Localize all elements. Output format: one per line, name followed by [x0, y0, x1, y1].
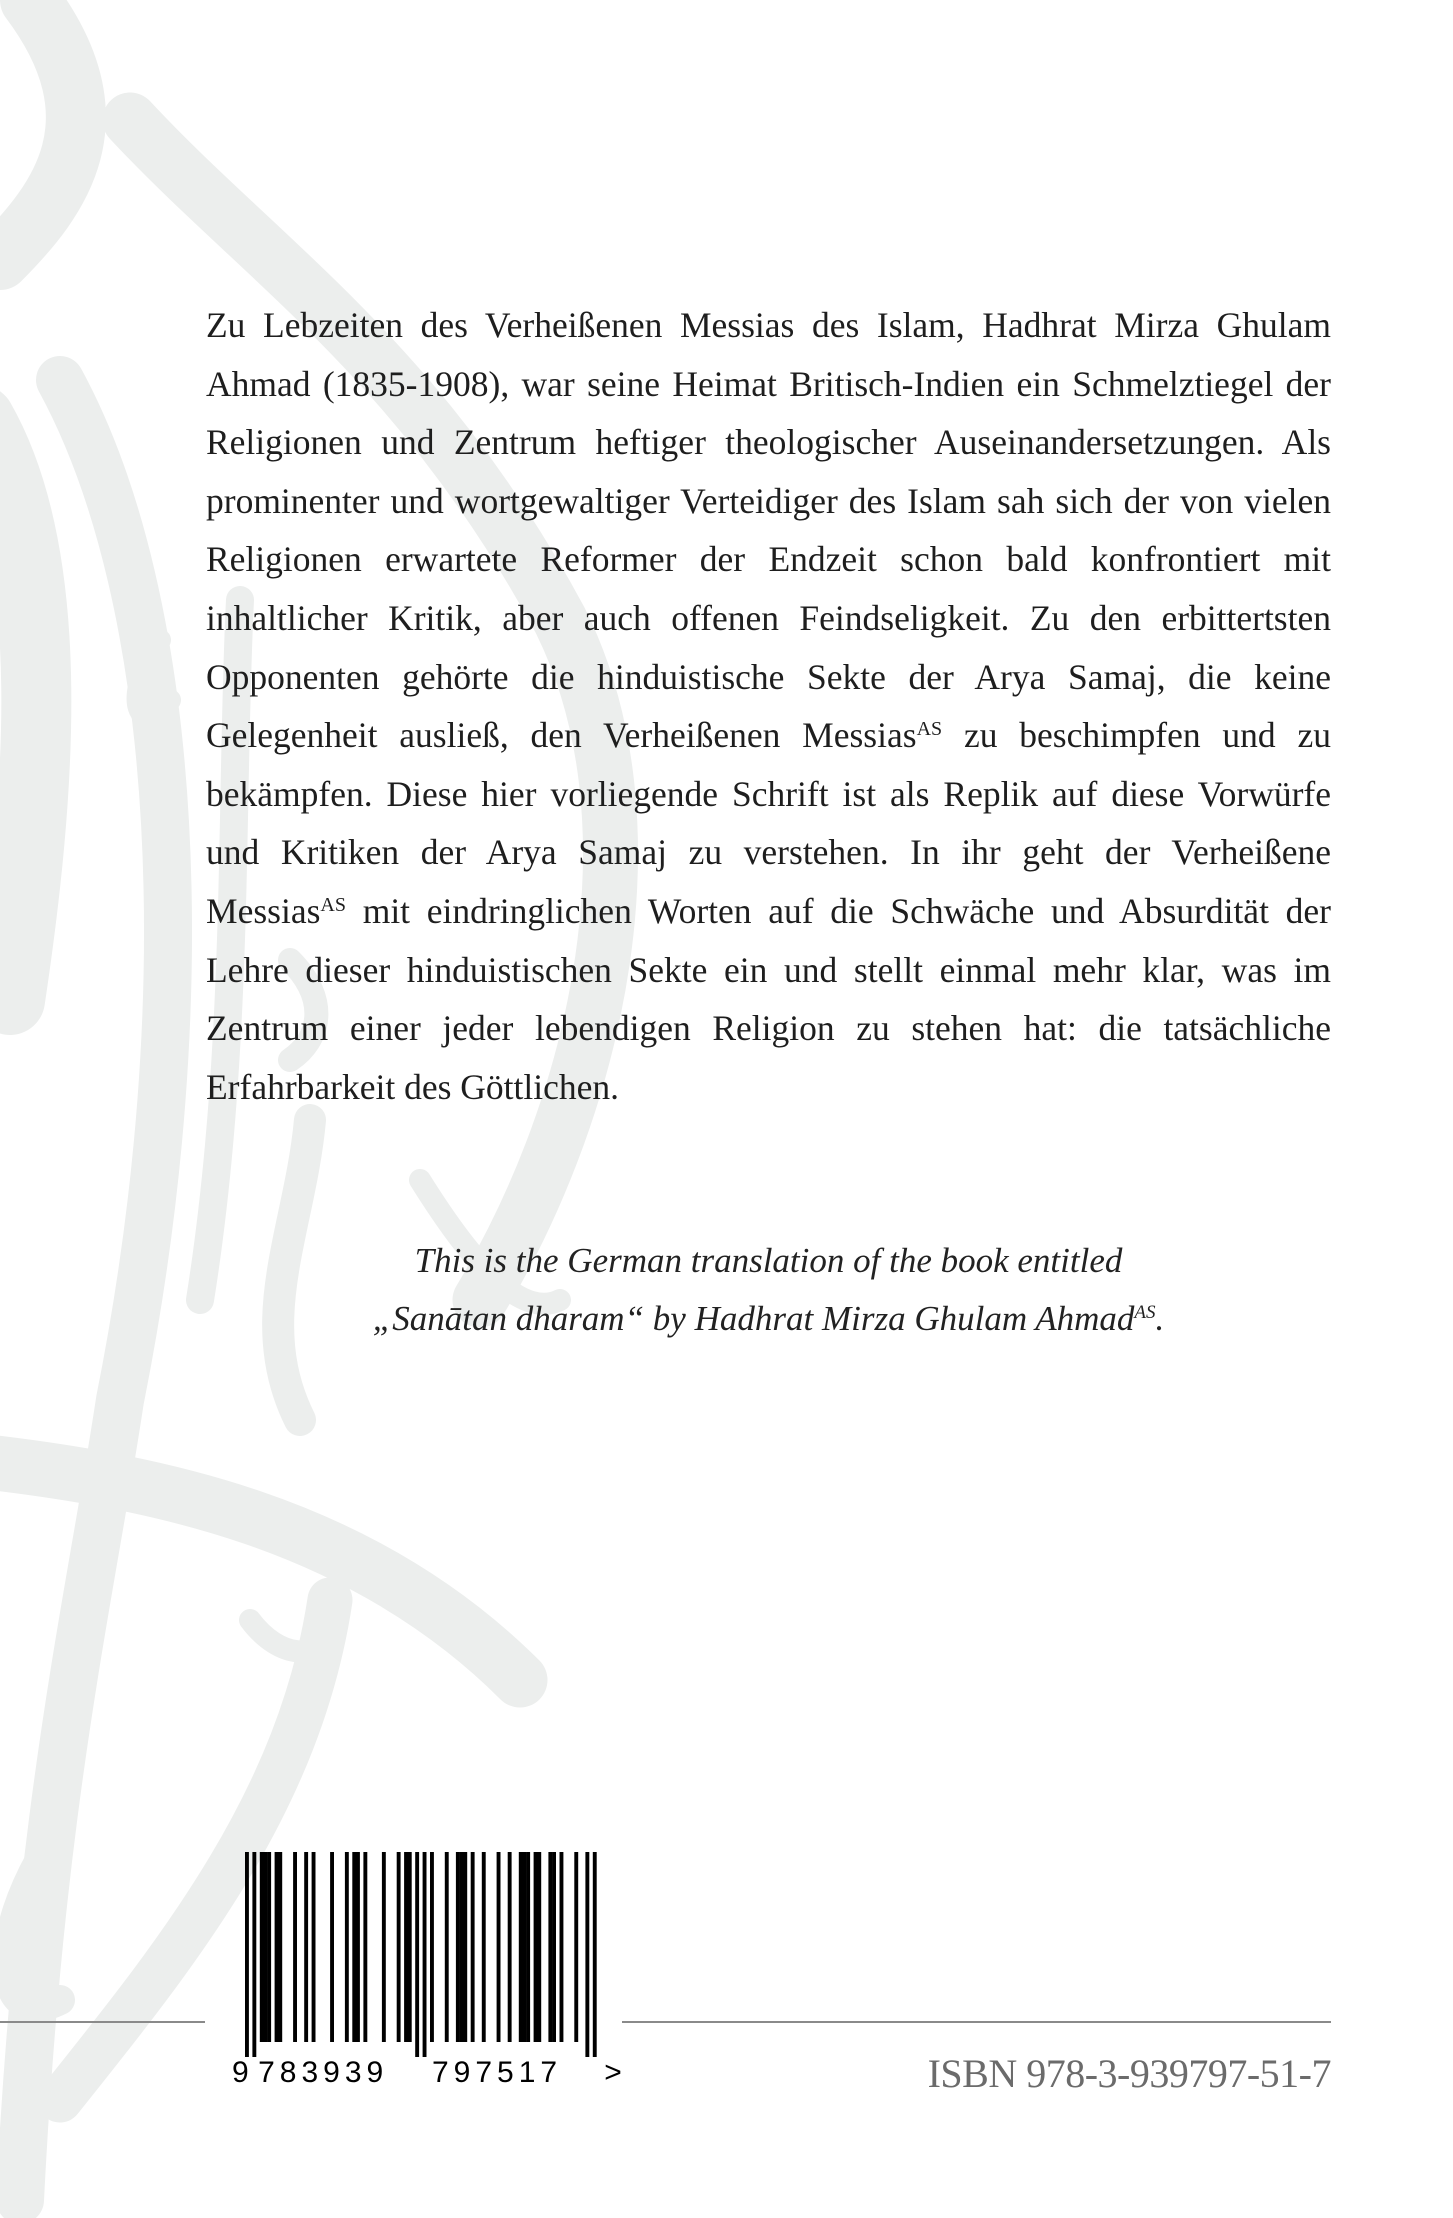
barcode-bar	[304, 1852, 308, 2042]
barcode-bar	[497, 1852, 501, 2042]
barcode-bar	[585, 1852, 589, 2057]
barcode-bar	[463, 1852, 467, 2042]
barcode-left-digits: 783939	[258, 2056, 389, 2086]
barcode-bar	[537, 1852, 541, 2042]
barcode-bar	[593, 1852, 597, 2057]
barcode-bar	[245, 1852, 249, 2057]
barcode-bar	[482, 1852, 486, 2042]
barcode-bar	[445, 1852, 449, 2042]
barcode-bar	[508, 1852, 512, 2042]
barcode-bar	[267, 1852, 271, 2042]
barcode-bar	[264, 1852, 268, 2042]
blurb-text-1: Zu Lebzeiten des Verheißenen Messias des Islam, Hadhrat Mirza Ghulam Ahmad (1835-1908), war seine Heimat Britisch-Indien ein Schmelztiegel der Religionen und Zentrum heftiger theologischer Auseinandersetzungen. Als prominenter und wortgewaltiger Verteidiger des Islam sah sich der von vielen Religionen erwartete Reformer der Endzeit schon bald konfrontiert mit inhaltlicher Kritik, aber auch offenen Feindseligkeit. Zu den erbittertsten Opponenten gehörte die hinduistische Sekte der Arya Samaj, die keine Gelegenheit ausließ, den Verheißenen Messias	[206, 305, 1331, 756]
barcode-bar	[471, 1852, 475, 2042]
honorific-superscript: AS	[916, 718, 943, 741]
honorific-superscript: AS	[1134, 1302, 1156, 1323]
barcode-bar	[523, 1852, 527, 2042]
blurb-text-2: zu beschimpfen und zu bekämpfen. Diese hier vorliegende Schrift ist als Replik auf diese Vorwürfe und Kritiken der Arya Samaj zu verstehen. In ihr geht der Verheißene Messias	[206, 715, 1331, 931]
barcode-bar	[519, 1852, 523, 2042]
barcode-bar	[397, 1852, 401, 2042]
translation-note	[206, 1232, 1331, 1348]
barcode-bar	[293, 1852, 297, 2042]
blurb-text-3: mit eindringlichen Worten auf die Schwäche und Absurdität der Lehre dieser hinduistischen Sekte ein und stellt einmal mehr klar, was im Zentrum einer jeder lebendigen Religion zu stehen hat: die tatsächliche Erfahrbarkeit des Göttlichen.	[206, 890, 1331, 1107]
barcode-bar	[408, 1852, 412, 2042]
barcode-bar	[363, 1852, 367, 2042]
barcode-bar	[415, 1852, 419, 2057]
barcode-bar	[552, 1852, 556, 2042]
barcode-bar	[456, 1852, 460, 2042]
barcode-bar	[574, 1852, 578, 2042]
barcode-bar	[252, 1852, 256, 2057]
barcode-right-digits: 797517	[432, 2056, 563, 2086]
barcode-bar	[404, 1852, 408, 2042]
translation-note-line-1: This is the German translation of the book entitled	[414, 1241, 1123, 1280]
barcode-bar	[278, 1852, 282, 2042]
translation-note-line-2	[206, 1290, 1331, 1348]
barcode-bar	[345, 1852, 349, 2042]
ean13-barcode	[232, 1846, 632, 2086]
barcode-quiet-zone-mark: >	[604, 2056, 627, 2086]
barcode-bar	[352, 1852, 356, 2042]
honorific-superscript: AS	[320, 893, 346, 916]
period: .	[1155, 1299, 1165, 1338]
barcode-bar	[534, 1852, 538, 2042]
barcode-bar	[460, 1852, 464, 2042]
barcode-bar	[382, 1852, 386, 2042]
barcode-bar	[260, 1852, 264, 2042]
isbn-number: ISBN 978-3-939797-51-7	[927, 2051, 1331, 2096]
barcode-bar	[548, 1852, 552, 2042]
barcode-bar	[423, 1852, 427, 2057]
barcode-first-digit: 9	[232, 2056, 254, 2086]
barcode-bar	[526, 1852, 530, 2042]
barcode-bar	[275, 1852, 279, 2042]
right-rule	[622, 2021, 1331, 2023]
barcode-bar	[560, 1852, 564, 2042]
barcode-bar	[330, 1852, 334, 2042]
barcode-bar	[356, 1852, 360, 2042]
left-rule	[0, 2021, 205, 2023]
translation-note-title: „Sanātan dharam“ by Hadhrat Mirza Ghulam Ahmad	[372, 1299, 1135, 1338]
blurb-paragraph	[206, 296, 1331, 1116]
barcode-bar	[312, 1852, 316, 2042]
barcode-bar	[430, 1852, 434, 2042]
